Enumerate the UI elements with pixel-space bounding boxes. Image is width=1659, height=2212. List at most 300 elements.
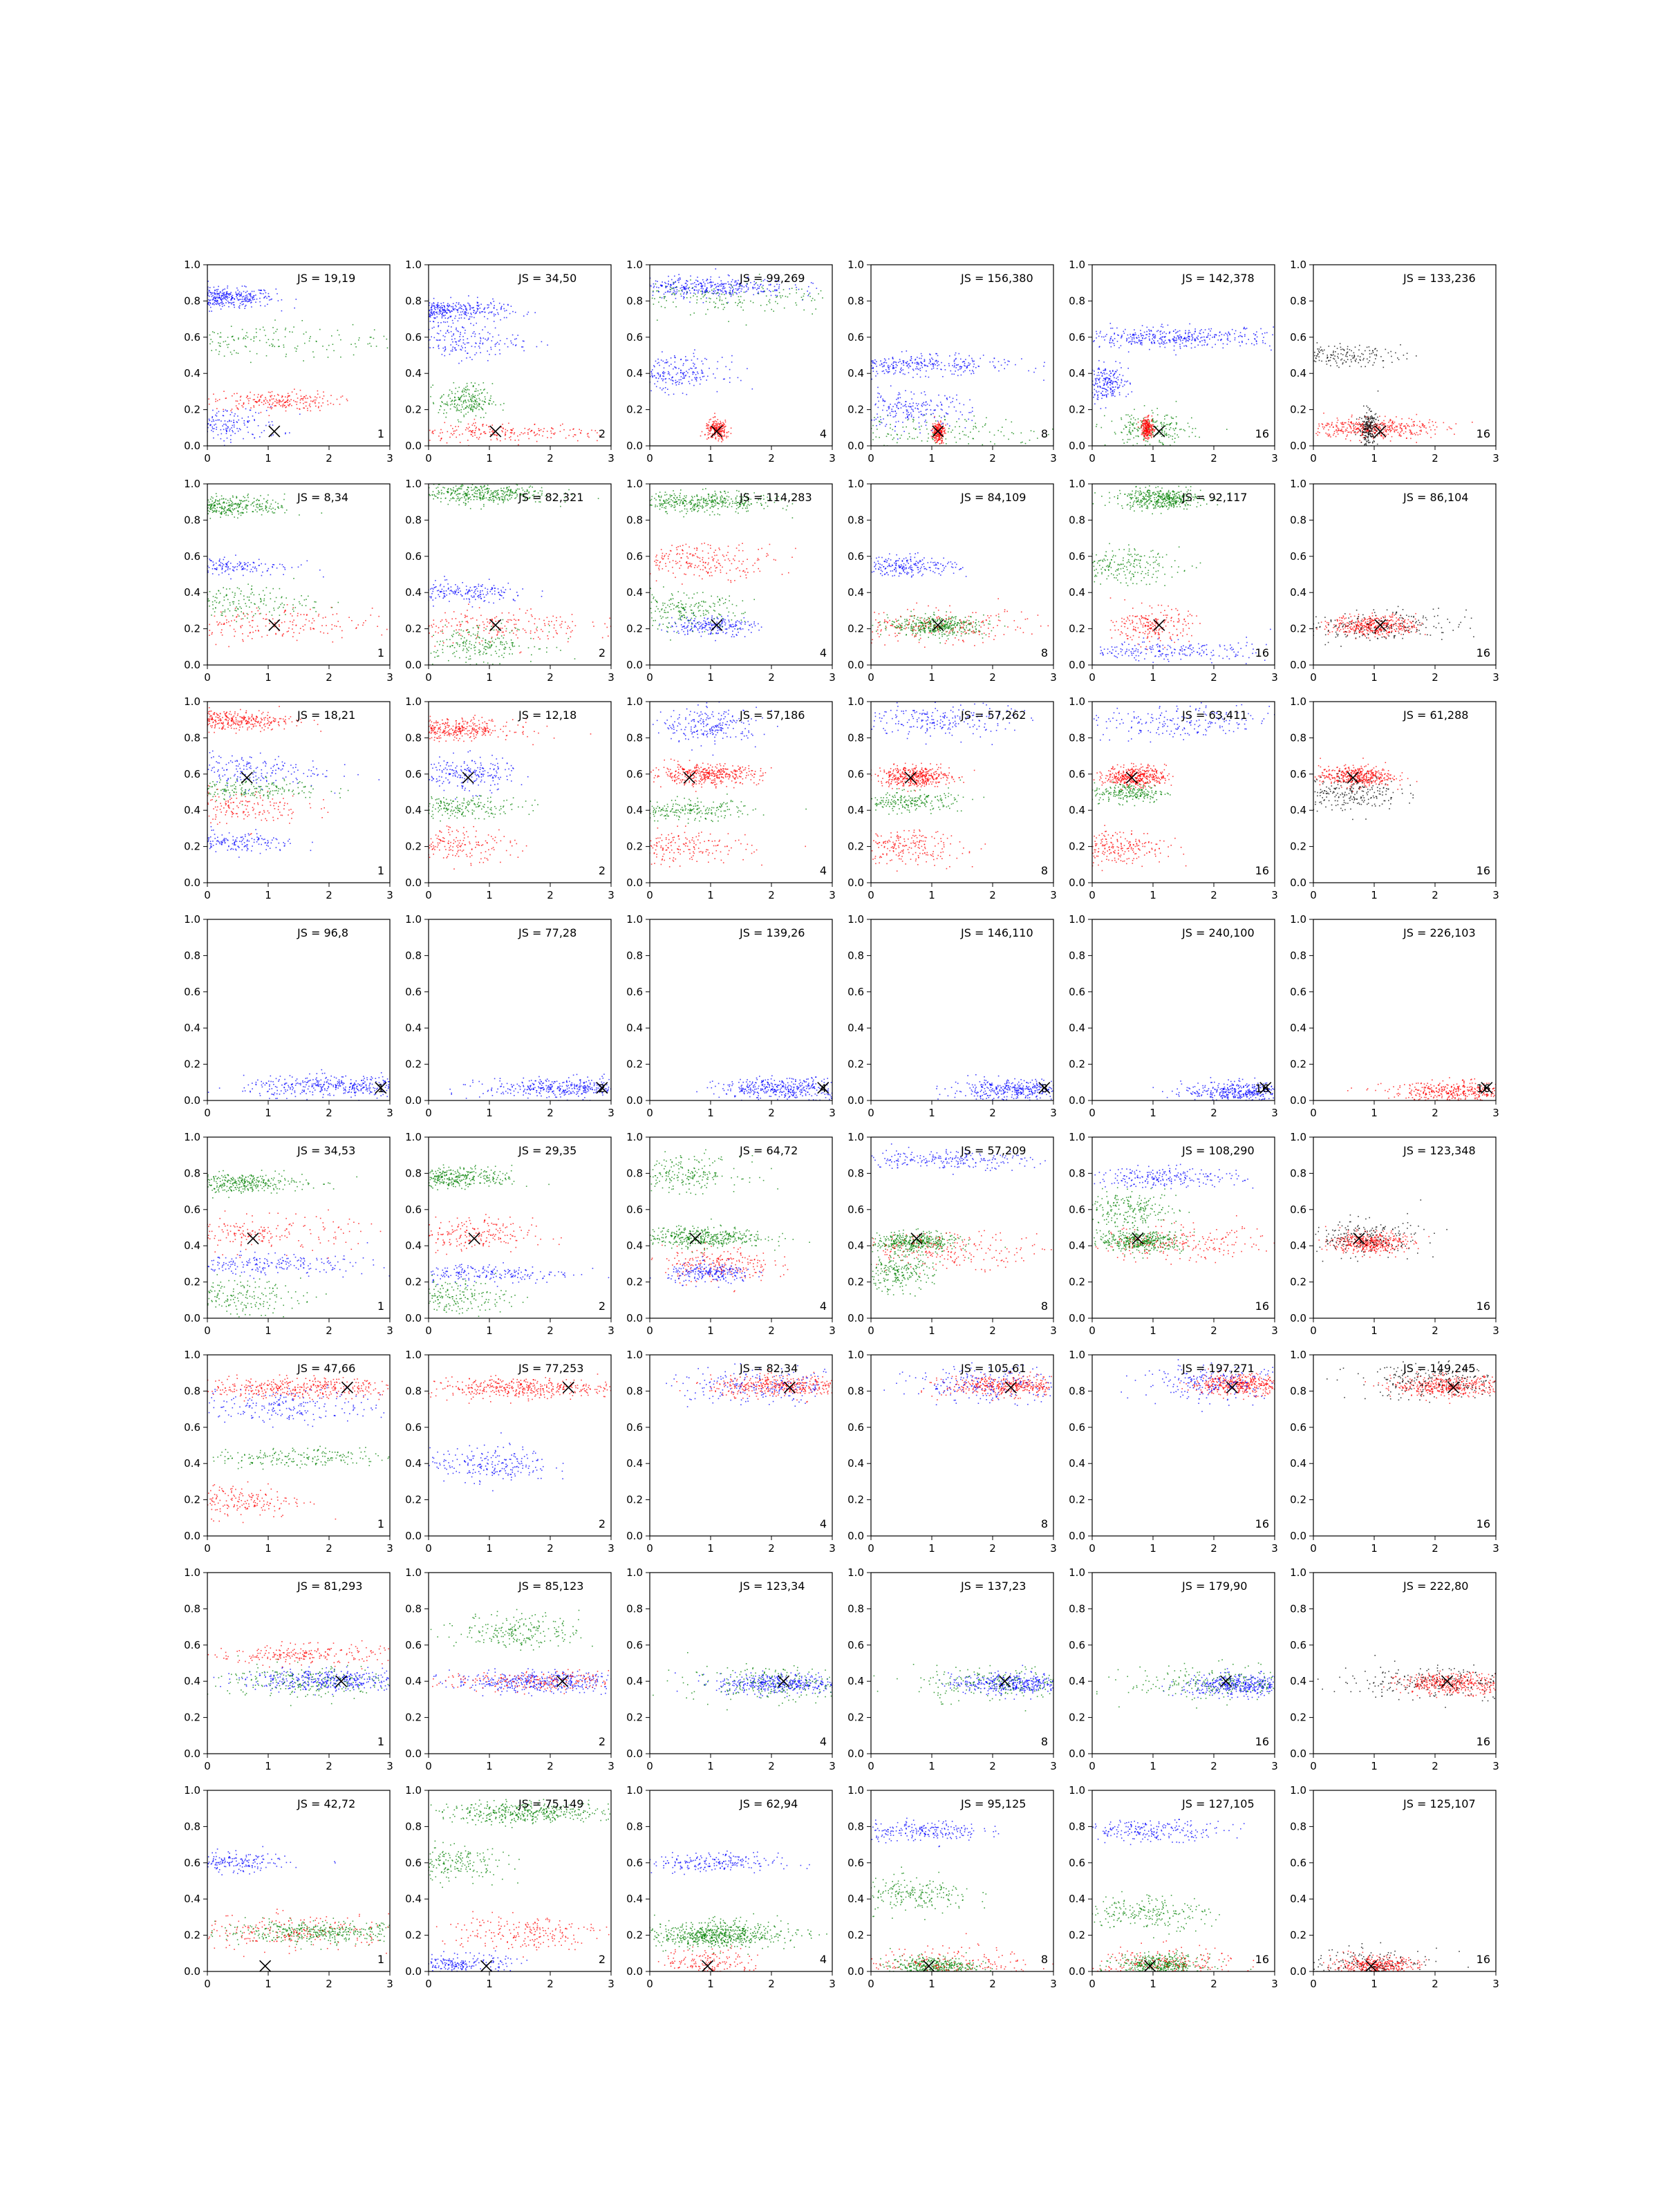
scatter-point [1015, 364, 1016, 366]
scatter-point [1203, 344, 1205, 346]
scatter-point [745, 292, 747, 293]
scatter-point [1174, 341, 1175, 342]
scatter-point [1127, 434, 1128, 435]
scatter-point [715, 438, 717, 440]
scatter-point [940, 368, 941, 370]
scatter-point [481, 408, 482, 409]
scatter-point [340, 357, 341, 358]
scatter-point [467, 412, 469, 413]
scatter-point [709, 433, 710, 435]
scatter-point [651, 373, 653, 375]
scatter-point [274, 346, 275, 348]
scatter-point [877, 429, 878, 430]
scatter-point [272, 345, 274, 346]
scatter-point [675, 294, 677, 295]
scatter-point [230, 302, 232, 303]
scatter-point [680, 370, 682, 371]
scatter-point [878, 407, 879, 409]
scatter-point [445, 349, 447, 350]
scatter-point [438, 412, 440, 413]
scatter-point [921, 393, 922, 394]
scatter-point [686, 297, 688, 299]
scatter-point [724, 283, 726, 285]
scatter-point [913, 428, 915, 429]
scatter-point [942, 422, 944, 424]
scatter-point [720, 421, 721, 422]
scatter-point [1163, 422, 1165, 424]
scatter-point [949, 397, 950, 398]
scatter-point [1266, 332, 1268, 334]
scatter-point [226, 431, 227, 433]
scatter-point [478, 346, 480, 347]
scatter-point [921, 406, 923, 407]
scatter-point [234, 307, 235, 308]
scatter-point [986, 418, 987, 419]
scatter-point [431, 309, 433, 310]
scatter-point [294, 308, 295, 309]
scatter-point [886, 424, 888, 425]
scatter-point [933, 410, 935, 411]
scatter-point [440, 330, 442, 332]
scatter-point [1192, 428, 1194, 429]
scatter-point [236, 405, 237, 406]
scatter-point [319, 402, 320, 404]
scatter-point [466, 310, 467, 311]
scatter-point [934, 416, 935, 418]
scatter-point [903, 412, 904, 413]
scatter-point [897, 442, 898, 444]
scatter-point [470, 408, 471, 409]
scatter-point [276, 293, 278, 294]
scatter-point [678, 280, 679, 281]
scatter-point [895, 415, 897, 416]
scatter-point [1209, 339, 1210, 340]
scatter-point [919, 433, 921, 434]
scatter-point [664, 282, 666, 283]
scatter-point [720, 281, 722, 282]
scatter-point [1175, 355, 1177, 356]
scatter-point [690, 276, 691, 277]
scatter-point [238, 353, 239, 354]
scatter-point [929, 359, 930, 360]
scatter-point [731, 355, 733, 357]
scatter-point [328, 404, 329, 406]
scatter-point [523, 346, 524, 348]
scatter-point [471, 397, 472, 399]
scatter-point [220, 346, 221, 347]
scatter-point [1159, 343, 1160, 344]
scatter-point [1178, 437, 1179, 438]
scatter-point [883, 418, 884, 420]
scatter-point [438, 322, 439, 324]
scatter-point [668, 276, 669, 277]
scatter-point [983, 355, 984, 356]
scatter-point [678, 279, 679, 280]
scatter-point [952, 430, 953, 431]
scatter-point [263, 327, 264, 328]
scatter-point [1112, 342, 1113, 344]
scatter-point [681, 296, 682, 297]
scatter-point [272, 339, 274, 340]
scatter-point [440, 440, 441, 442]
scatter-point [1154, 422, 1156, 423]
scatter-point [886, 410, 888, 411]
scatter-point [903, 360, 905, 362]
scatter-point [933, 425, 935, 427]
scatter-point [538, 434, 540, 435]
scatter-point [261, 402, 263, 403]
scatter-point [750, 301, 751, 302]
scatter-point [218, 293, 220, 294]
scatter-point [909, 436, 910, 438]
scatter-point [973, 429, 974, 430]
scatter-point [975, 423, 976, 424]
scatter-point [1112, 328, 1114, 329]
scatter-point [752, 388, 753, 390]
scatter-point [762, 291, 763, 292]
scatter-point [729, 275, 730, 276]
scatter-point [719, 293, 720, 294]
scatter-point [968, 412, 970, 413]
scatter-point [226, 425, 227, 427]
scatter-point [243, 338, 244, 339]
scatter-point [915, 429, 917, 430]
scatter-point [476, 312, 477, 313]
scatter-point [1043, 366, 1044, 367]
scatter-point [713, 293, 714, 294]
scatter-point [227, 421, 229, 422]
scatter-point [941, 417, 942, 418]
scatter-point [440, 303, 442, 304]
scatter-point [722, 422, 724, 424]
scatter-point [237, 415, 238, 417]
scatter-point [1020, 442, 1022, 444]
scatter-point [956, 395, 957, 396]
scatter-point [306, 406, 307, 407]
scatter-point [313, 357, 315, 358]
scatter-point [440, 339, 441, 341]
scatter-point [1227, 344, 1228, 345]
scatter-point [655, 283, 657, 285]
scatter-point [269, 299, 270, 301]
scatter-point [445, 417, 447, 418]
scatter-point [470, 312, 471, 314]
scatter-point [471, 346, 473, 347]
scatter-point [481, 311, 482, 312]
scatter-point [1158, 330, 1159, 331]
scatter-point [444, 339, 445, 341]
scatter-point [476, 343, 477, 344]
scatter-point [496, 309, 498, 310]
scatter-point [944, 431, 945, 432]
scatter-point [275, 405, 276, 406]
scatter-point [521, 346, 523, 348]
scatter-point [1161, 324, 1163, 326]
scatter-point [504, 317, 505, 319]
scatter-point [1144, 332, 1145, 333]
scatter-point [429, 347, 431, 348]
scatter-point [710, 298, 711, 299]
scatter-point [466, 392, 467, 393]
scatter-point [1195, 428, 1197, 429]
scatter-point [1134, 329, 1135, 330]
scatter-point [1191, 348, 1192, 349]
scatter-point [941, 437, 942, 438]
scatter-point [686, 360, 687, 362]
scatter-point [433, 402, 434, 404]
scatter-point [1011, 432, 1013, 433]
scatter-point [1179, 344, 1181, 346]
scatter-point [921, 426, 922, 427]
scatter-point [717, 391, 718, 393]
scatter-point [747, 368, 748, 370]
scatter-point [281, 395, 283, 397]
scatter-point [210, 299, 212, 301]
scatter-point [718, 362, 719, 363]
scatter-point [476, 388, 477, 390]
scatter-point [910, 403, 911, 404]
scatter-point [221, 299, 222, 300]
scatter-point [697, 292, 699, 294]
scatter-point [478, 395, 479, 396]
scatter-point [941, 409, 943, 411]
scatter-point [937, 429, 939, 430]
scatter-point [722, 438, 723, 439]
scatter-point [211, 292, 212, 294]
scatter-point [245, 299, 247, 300]
scatter-point [735, 285, 737, 286]
scatter-point [943, 442, 944, 444]
scatter-point [432, 328, 433, 329]
scatter-point [887, 433, 888, 435]
scatter-point [993, 362, 994, 363]
scatter-point [485, 339, 486, 340]
scatter-point [1123, 429, 1125, 430]
scatter-point [702, 294, 703, 295]
scatter-point [234, 415, 235, 417]
scatter-point [955, 359, 957, 360]
scatter-point [882, 366, 883, 368]
scatter-point [268, 293, 270, 294]
scatter-point [444, 310, 446, 312]
scatter-point [911, 358, 912, 359]
scatter-point [233, 420, 234, 421]
scatter-point [994, 444, 995, 445]
scatter-point [998, 371, 1000, 372]
scatter-point [1185, 339, 1187, 340]
scatter-point [462, 433, 463, 435]
scatter-point [449, 310, 451, 312]
scatter-point [307, 408, 308, 409]
scatter-point [281, 397, 283, 398]
scatter-point [232, 431, 234, 433]
scatter-point [467, 383, 468, 384]
scatter-point [254, 406, 255, 408]
scatter-point [713, 425, 715, 427]
scatter-point [946, 397, 948, 399]
scatter-point [944, 428, 946, 429]
scatter-point [927, 441, 928, 442]
scatter-point [453, 309, 454, 310]
scatter-point [809, 296, 811, 297]
scatter-point [684, 288, 685, 289]
scatter-point [512, 311, 514, 312]
scatter-point [948, 406, 950, 408]
scatter-point [231, 296, 232, 297]
scatter-point [708, 424, 709, 426]
scatter-point [209, 290, 210, 292]
scatter-point [469, 427, 470, 428]
scatter-point [451, 404, 453, 405]
scatter-point [353, 355, 355, 356]
scatter-point [333, 404, 335, 405]
scatter-point [686, 286, 687, 288]
scatter-point [456, 400, 457, 401]
scatter-point [673, 290, 675, 291]
scatter-point [909, 406, 910, 408]
scatter-point [890, 413, 891, 414]
scatter-point [934, 430, 935, 431]
scatter-point [735, 281, 736, 282]
scatter-point [212, 299, 214, 301]
scatter-point [702, 431, 703, 433]
scatter-point [508, 423, 509, 424]
scatter-point [921, 362, 922, 364]
scatter-point [1127, 414, 1129, 415]
scatter-point [939, 364, 940, 366]
scatter-point [962, 431, 964, 433]
scatter-point [228, 302, 229, 303]
scatter-point [231, 427, 232, 429]
scatter-point [438, 345, 440, 346]
scatter-point [720, 425, 721, 427]
scatter-point [903, 431, 905, 432]
scatter-point [671, 357, 672, 359]
scatter-point [253, 297, 254, 299]
scatter-point [674, 294, 675, 296]
scatter-point [909, 366, 910, 367]
scatter-point [924, 361, 925, 362]
js-annotation: JS = 19,19 [297, 272, 355, 285]
scatter-point [980, 358, 981, 359]
scatter-point [1028, 371, 1029, 372]
scatter-point [1197, 339, 1199, 340]
scatter-point [447, 308, 448, 310]
scatter-point [214, 428, 215, 429]
scatter-point [932, 439, 934, 440]
scatter-point [466, 427, 467, 429]
scatter-point [673, 293, 675, 294]
scatter-point [731, 288, 732, 289]
scatter-point [1001, 365, 1002, 366]
scatter-point [718, 286, 720, 288]
scatter-point [221, 297, 222, 298]
scatter-point [1199, 341, 1201, 343]
scatter-point [1176, 401, 1177, 402]
scatter-point [281, 310, 283, 312]
scatter-point [897, 438, 899, 440]
scatter-point [1176, 337, 1177, 339]
scatter-point [515, 440, 516, 441]
scatter-point [925, 365, 926, 366]
scatter-point [939, 439, 940, 440]
y-tick-label: 0.4 [626, 367, 643, 379]
scatter-point [872, 425, 874, 427]
scatter-point [500, 353, 501, 355]
scatter-point [459, 434, 460, 435]
scatter-point [1135, 334, 1136, 335]
scatter-point [214, 304, 215, 306]
scatter-point [907, 415, 908, 417]
scatter-point [496, 438, 498, 439]
scatter-point [478, 391, 479, 392]
scatter-point [478, 438, 480, 440]
scatter-point [896, 399, 897, 400]
scatter-point [527, 432, 529, 433]
scatter-point [277, 394, 279, 395]
scatter-point [253, 400, 254, 401]
scatter-point [210, 339, 212, 340]
scatter-point [483, 382, 485, 384]
scatter-point [474, 406, 475, 408]
scatter-point [693, 356, 695, 357]
scatter-point [714, 431, 715, 432]
scatter-point [239, 308, 241, 309]
scatter-point [946, 443, 947, 444]
scatter-point [464, 396, 465, 397]
scatter-point [662, 351, 663, 353]
scatter-point [232, 409, 233, 410]
scatter-point [965, 427, 966, 429]
scatter-point [1192, 337, 1194, 338]
scatter-point [894, 431, 896, 432]
scatter-point [705, 314, 706, 315]
scatter-point [500, 340, 501, 341]
scatter-point [968, 362, 970, 364]
scatter-point [221, 337, 222, 338]
scatter-point [721, 294, 722, 295]
scatter-point [664, 307, 666, 308]
scatter-point [725, 366, 727, 368]
scatter-point [245, 295, 247, 297]
scatter-point [452, 428, 453, 429]
scatter-point [753, 294, 754, 296]
scatter-point [216, 420, 217, 421]
scatter-point [876, 361, 877, 362]
scatter-point [271, 344, 272, 345]
scatter-point [704, 292, 706, 293]
scatter-point [234, 433, 236, 434]
scatter-point [445, 404, 447, 405]
scatter-point [722, 290, 723, 292]
scatter-point [506, 310, 507, 311]
scatter-point [905, 390, 906, 391]
scatter-point [465, 400, 466, 401]
scatter-point [259, 413, 260, 414]
scatter-point [444, 422, 446, 424]
scatter-point [801, 297, 803, 298]
scatter-point [440, 308, 442, 309]
scatter-point [500, 319, 501, 321]
scatter-point [711, 285, 712, 286]
scatter-point [322, 402, 324, 404]
scatter-point [317, 397, 318, 399]
scatter-point [949, 355, 950, 357]
scatter-point [937, 436, 939, 438]
scatter-point [493, 402, 494, 403]
scatter-point [482, 392, 483, 393]
scatter-point [970, 431, 971, 433]
